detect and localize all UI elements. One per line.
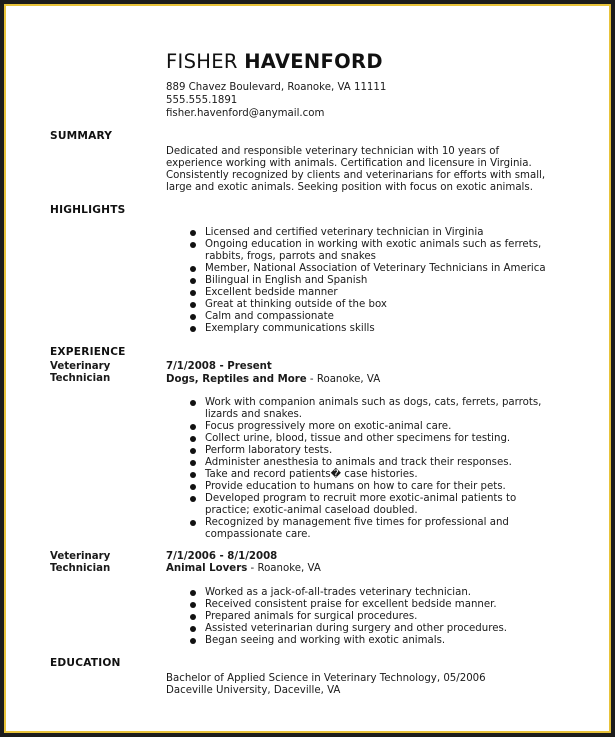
- email: fisher.havenford@anymail.com: [166, 108, 325, 119]
- list-item: Bilingual in English and Spanish: [190, 275, 546, 287]
- summary-text: [166, 146, 545, 194]
- list-item: Take and record patients� case histories.: [190, 469, 516, 481]
- candidate-name: FISHER HAVENFORD: [166, 50, 383, 73]
- list-item: Developed program to recruit more exotic-animal patients to: [190, 493, 516, 505]
- list-item: Assisted veterinarian during surgery and other procedures.: [190, 623, 507, 635]
- list-item: Focus progressively more on exotic-animal care.: [190, 421, 516, 433]
- highlights-list-cont: [190, 263, 546, 335]
- list-item: Ongoing education in working with exotic animals such as ferrets,: [190, 239, 541, 251]
- list-item: Received consistent praise for excellent bedside manner.: [190, 599, 507, 611]
- job-title-line: Veterinary: [50, 551, 111, 562]
- job-duties-cont2: [190, 517, 509, 529]
- list-item: Calm and compassionate: [190, 311, 546, 323]
- job-dates: 7/1/2006 - 8/1/2008: [166, 551, 278, 562]
- list-item: Exemplary communications skills: [190, 323, 546, 335]
- summary-line: Dedicated and responsible veterinary technician with 10 years of: [166, 146, 500, 157]
- summary-line: experience working with animals. Certification and licensure in Virginia.: [166, 158, 532, 169]
- education-heading: EDUCATION: [50, 657, 121, 669]
- highlights-heading: HIGHLIGHTS: [50, 204, 126, 216]
- job-title-line: Technician: [50, 373, 111, 384]
- summary-heading: SUMMARY: [50, 130, 113, 142]
- list-item: Provide education to humans on how to care for their pets.: [190, 481, 516, 493]
- list-item-continuation: lizards and snakes.: [205, 409, 303, 420]
- summary-line: large and exotic animals. Seeking position with focus on exotic animals.: [166, 182, 533, 193]
- list-item: Administer anesthesia to animals and track their responses.: [190, 457, 516, 469]
- list-item: Member, National Association of Veterinary Technicians in America: [190, 263, 546, 275]
- summary-line: Consistently recognized by clients and veterinarians for efforts with small,: [166, 170, 546, 181]
- job-title-line: Technician: [50, 563, 111, 574]
- list-item: Great at thinking outside of the box: [190, 299, 546, 311]
- list-item: Excellent bedside manner: [190, 287, 546, 299]
- list-item: Collect urine, blood, tissue and other specimens for testing.: [190, 433, 516, 445]
- contact-info: [166, 81, 386, 120]
- list-item: Prepared animals for surgical procedures.: [190, 611, 507, 623]
- list-item: Worked as a jack-of-all-trades veterinary technician.: [190, 587, 507, 599]
- list-item-continuation: rabbits, frogs, parrots and snakes: [205, 251, 376, 262]
- job-duties-cont: [190, 421, 516, 505]
- school: Daceville University, Daceville, VA: [166, 685, 341, 696]
- job-title: [50, 551, 110, 575]
- job-title: [50, 361, 110, 385]
- highlights-list: [190, 227, 541, 251]
- education-details: [166, 673, 486, 697]
- job-dates: 7/1/2008 - Present: [166, 361, 272, 372]
- job-duties: [190, 587, 507, 647]
- job-employer: Dogs, Reptiles and More - Roanoke, VA: [166, 374, 381, 385]
- degree: Bachelor of Applied Science in Veterinary Technology, 05/2006: [166, 673, 486, 684]
- job-title-line: Veterinary: [50, 361, 111, 372]
- list-item-continuation: compassionate care.: [205, 529, 311, 540]
- list-item: Perform laboratory tests.: [190, 445, 516, 457]
- list-item-continuation: practice; exotic-animal caseload doubled.: [205, 505, 418, 516]
- phone: 555.555.1891: [166, 95, 238, 106]
- address: 889 Chavez Boulevard, Roanoke, VA 11111: [166, 82, 387, 93]
- job-duties: [190, 397, 541, 409]
- list-item: Began seeing and working with exotic animals.: [190, 635, 507, 647]
- list-item: Licensed and certified veterinary technician in Virginia: [190, 227, 541, 239]
- experience-heading: EXPERIENCE: [50, 346, 126, 358]
- list-item: Work with companion animals such as dogs, cats, ferrets, parrots,: [190, 397, 541, 409]
- job-employer: Animal Lovers - Roanoke, VA: [166, 563, 321, 574]
- list-item: Recognized by management five times for professional and: [190, 517, 509, 529]
